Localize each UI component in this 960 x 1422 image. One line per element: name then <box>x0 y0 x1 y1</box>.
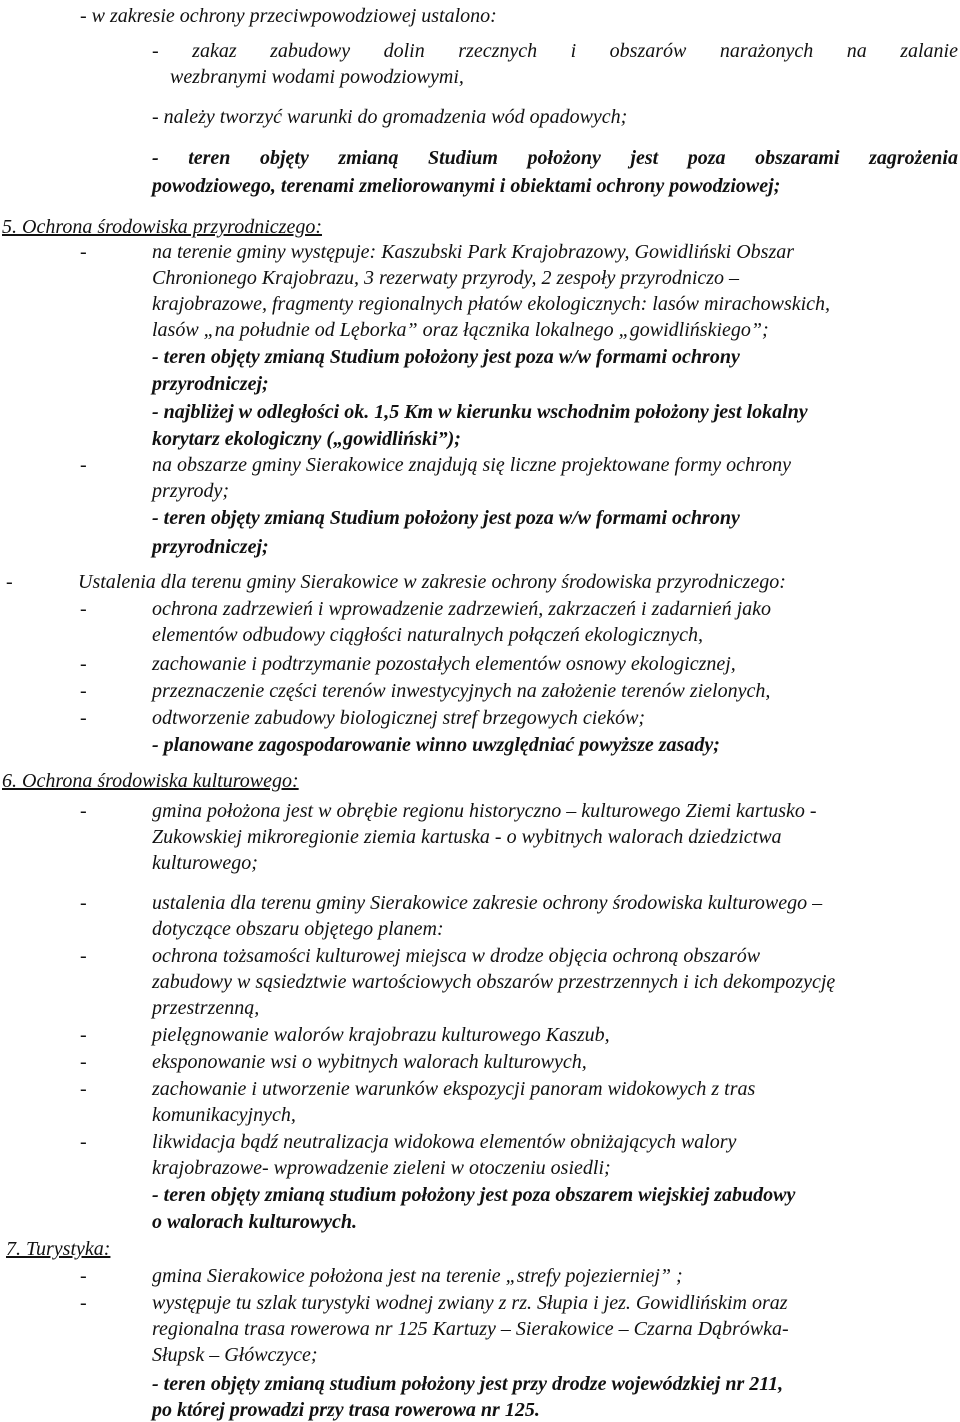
text-line: przyrody; <box>152 480 230 502</box>
text-line: ochrona tożsamości kulturowej miejsca w drodze objęcia ochroną obszarów <box>152 945 761 967</box>
bold-text-line: - teren objęty zmianą Studium położony jest poza obszarami zagrożenia <box>152 147 958 169</box>
text-line: odtworzenie zabudowy biologicznej stref brzegowych cieków; <box>152 707 646 729</box>
bold-text-line: po której prowadzi przy trasa rowerowa nr 125. <box>152 1399 540 1421</box>
bullet-dash: - <box>80 1292 87 1314</box>
text-line: krajobrazowe, fragmenty regionalnych płatów ekologicznych: lasów mirachowskich, <box>152 293 831 315</box>
text-line: zachowanie i utworzenie warunków ekspozycji panoram widokowych z tras <box>152 1078 756 1100</box>
text-line: gmina Sierakowice położona jest na terenie „strefy pojezierniej” ; <box>152 1265 683 1287</box>
text-line: przeznaczenie części terenów inwestycyjnych na założenie terenów zielonych, <box>152 680 771 702</box>
text-line: zabudowy w sąsiedztwie wartościowych obszarów przestrzennych i ich dekompozycję <box>152 971 836 993</box>
bold-text-line: przyrodniczej; <box>152 373 269 395</box>
text-line: Ustalenia dla terenu gminy Sierakowice w zakresie ochrony środowiska przyrodniczego: <box>78 571 786 593</box>
bullet-dash: - <box>80 1265 87 1287</box>
text-line: - w zakresie ochrony przeciwpowodziowej ustalono: <box>80 5 497 27</box>
bullet-dash: - <box>80 945 87 967</box>
text-line: gmina położona jest w obrębie regionu historyczno – kulturowego Ziemi kartusko - <box>152 800 817 822</box>
text-line: wezbranymi wodami powodziowymi, <box>170 66 464 88</box>
section-heading: 7. Turystyka: <box>6 1238 111 1260</box>
bullet-dash: - <box>80 680 87 702</box>
text-line: Chronionego Krajobrazu, 3 rezerwaty przyrody, 2 zespoły przyrodniczo – <box>152 267 740 289</box>
bullet-dash: - <box>80 241 87 263</box>
bullet-dash: - <box>80 1131 87 1153</box>
text-line: ustalenia dla terenu gminy Sierakowice zakresie ochrony środowiska kulturowego – <box>152 892 823 914</box>
bullet-dash: - <box>80 1051 87 1073</box>
bold-text-line: - najbliżej w odległości ok. 1,5 Km w kierunku wschodnim położony jest lokalny <box>152 401 808 423</box>
text-line: krajobrazowe- wprowadzenie zieleni w otoczeniu osiedli; <box>152 1157 611 1179</box>
text-line: regionalna trasa rowerowa nr 125 Kartuzy – Sierakowice – Czarna Dąbrówka- <box>152 1318 789 1340</box>
bullet-dash: - <box>6 571 13 593</box>
bold-text-line: - teren objęty zmianą Studium położony jest poza w/w formami ochrony <box>152 507 740 529</box>
text-line: kulturowego; <box>152 852 258 874</box>
text-line: lasów „na południe od Lęborka” oraz łącznika lokalnego „gowidlińskiego”; <box>152 319 769 341</box>
text-line: ochrona zadrzewień i wprowadzenie zadrzewień, zakrzaczeń i zadarnień jako <box>152 598 772 620</box>
bold-text-line: przyrodniczej; <box>152 536 269 558</box>
text-line: komunikacyjnych, <box>152 1104 296 1126</box>
bold-text-line: - teren objęty zmianą Studium położony jest poza w/w formami ochrony <box>152 346 740 368</box>
text-line: Zukowskiej mikroregionie ziemia kartuska - o wybitnych walorach dziedzictwa <box>152 826 782 848</box>
bullet-dash: - <box>80 653 87 675</box>
bold-text-line: - planowane zagospodarowanie winno uwzględniać powyższe zasady; <box>152 734 720 756</box>
bold-text-line: korytarz ekologiczny („gowidliński”); <box>152 428 461 450</box>
text-line: zachowanie i podtrzymanie pozostałych elementów osnowy ekologicznej, <box>152 653 736 675</box>
text-line: przestrzenną, <box>152 997 260 1019</box>
text-line: - należy tworzyć warunki do gromadzenia wód opadowych; <box>152 106 628 128</box>
text-line: występuje tu szlak turystyki wodnej zwiany z rz. Słupia i jez. Gowidlińskim oraz <box>152 1292 788 1314</box>
bold-text-line: powodziowego, terenami zmeliorowanymi i obiektami ochrony powodziowej; <box>152 175 781 197</box>
bold-text-line: o walorach kulturowych. <box>152 1211 358 1233</box>
bullet-dash: - <box>80 707 87 729</box>
text-line: elementów odbudowy ciągłości naturalnych połączeń ekologicznych, <box>152 624 703 646</box>
bold-text-line: - teren objęty zmianą studium położony jest poza obszarem wiejskiej zabudowy <box>152 1184 796 1206</box>
text-line: likwidacja bądź neutralizacja widokowa elementów obniżających walory <box>152 1131 737 1153</box>
bullet-dash: - <box>80 1078 87 1100</box>
bullet-dash: - <box>80 454 87 476</box>
bullet-dash: - <box>80 892 87 914</box>
bullet-dash: - <box>80 800 87 822</box>
bullet-dash: - <box>80 1024 87 1046</box>
text-line: na obszarze gminy Sierakowice znajdują się liczne projektowane formy ochrony <box>152 454 791 476</box>
bold-text-line: - teren objęty zmianą studium położony jest przy drodze wojewódzkiej nr 211, <box>152 1373 784 1395</box>
section-heading: 6. Ochrona środowiska kulturowego: <box>2 770 299 792</box>
text-line: na terenie gminy występuje: Kaszubski Park Krajobrazowy, Gowidliński Obszar <box>152 241 795 263</box>
text-line: eksponowanie wsi o wybitnych walorach kulturowych, <box>152 1051 587 1073</box>
text-line: pielęgnowanie walorów krajobrazu kulturowego Kaszub, <box>152 1024 610 1046</box>
text-line: dotyczące obszaru objętego planem: <box>152 918 444 940</box>
text-line: - zakaz zabudowy dolin rzecznych i obszarów narażonych na zalanie <box>152 40 958 62</box>
text-line: Słupsk – Główczyce; <box>152 1344 318 1366</box>
bullet-dash: - <box>80 598 87 620</box>
section-heading: 5. Ochrona środowiska przyrodniczego: <box>2 216 322 238</box>
